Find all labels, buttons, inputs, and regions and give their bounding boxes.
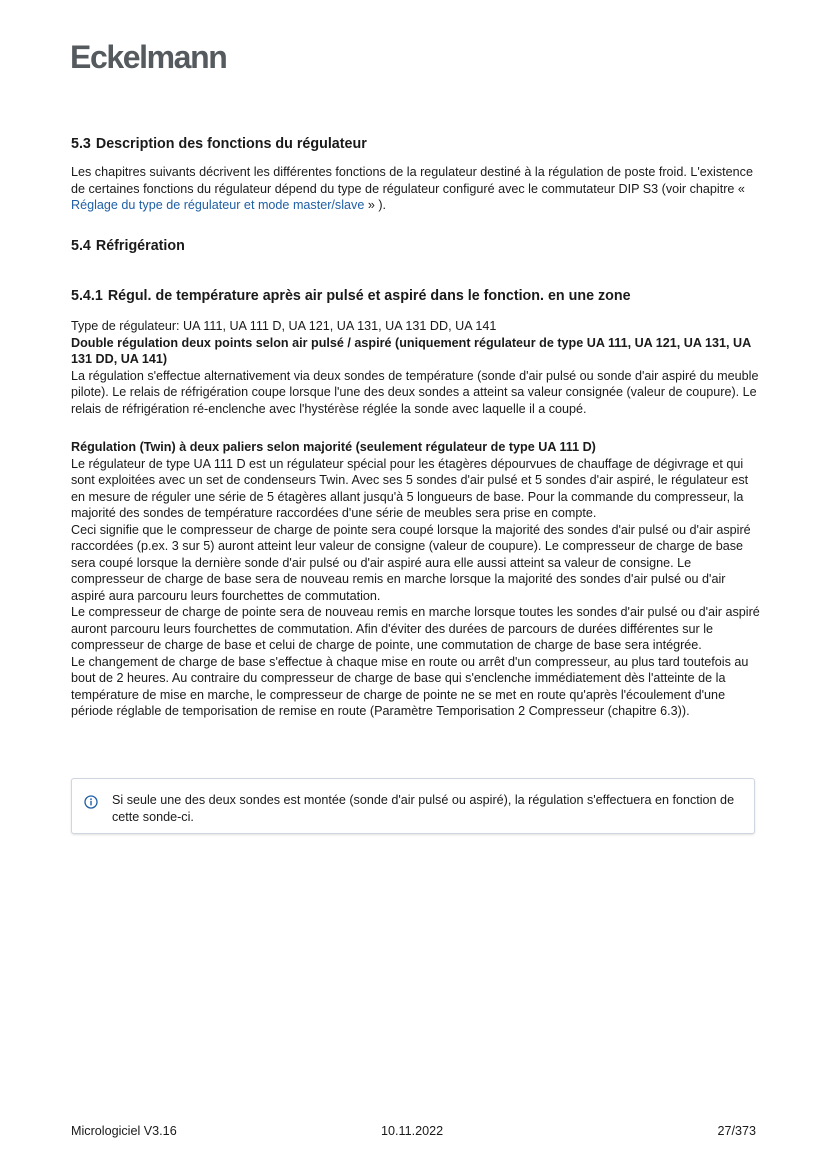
section-5-3-body [71, 164, 761, 214]
paragraph: Le changement de charge de base s'effectue à chaque mise en route ou arrêt d'un compresseur, au plus tard toutefois au bout de 2 heures. Au contraire du compresseur de charge de base qui s'enclenche immédiatement dès l'atteinte de la température de mise en marche, le compresseur de charge de pointe ne se met en route qu'après l'écoulement d'une période réglable de temporisation de remise en route (Paramètre Temporisation 2 Compresseur (chapitre 6.3)). [71, 654, 749, 718]
section-heading-5-3 [71, 136, 367, 152]
paragraph: La régulation s'effectue alternativement via deux sondes de température (sonde d'air pulsé ou sonde d'air aspiré du meuble pilote). Le relais de réfrigération coupe lorsque l'une des deux sondes a atteint sa valeur consignée (valeur de coupure). Le relais de réfrigération ré-enclenche avec l'hystérèse réglée la sonde avec laquelle il a coupé. [71, 368, 759, 416]
note-text: Si seule une des deux sondes est montée (sonde d'air pulsé ou aspiré), la régulation s'effectuera en fonction de cette sonde-ci. [112, 793, 735, 824]
subheading-double-regulation: Double régulation deux points selon air pulsé / aspiré (uniquement régulateur de type UA 111, UA 121, UA 131, UA 131 DD, UA 141) [71, 335, 751, 366]
paragraph: Le compresseur de charge de pointe sera de nouveau remis en marche lorsque toutes les sondes d'air pulsé ou d'air aspiré auront parcouru leurs fourchettes de commutation. Afin d'éviter des durées de parcours de durées différentes sur le compresseur de charge de base et celui de charge de pointe, une commutation de charge de base sera intégrée. [71, 605, 760, 652]
footer-page-number: 27/373 [717, 1124, 756, 1138]
section-number: 5.4.1 [71, 288, 103, 304]
body-text-end: » ). [364, 198, 387, 212]
section-5-4-1-body-b [71, 439, 761, 720]
info-icon [84, 795, 98, 809]
info-note [71, 778, 755, 834]
subheading-twin-regulation: Régulation (Twin) à deux paliers selon majorité (seulement régulateur de type UA 111 D) [71, 440, 596, 454]
footer-date: 10.11.2022 [381, 1124, 444, 1138]
chapter-link[interactable]: Réglage du type de régulateur et mode master/slave [71, 198, 365, 212]
section-number: 5.4 [71, 238, 91, 254]
section-5-4-1-body-a [71, 318, 761, 417]
eckelmann-logo: Eckelmann [70, 39, 227, 75]
paragraph: Le régulateur de type UA 111 D est un régulateur spécial pour les étagères dépourvues de chauffage de dégivrage et qui sont exploitées avec un set de condenseurs Twin. Avec ses 5 sondes d'air pulsé et 5 sondes d'air aspiré, le régulateur est en mesure de réguler une série de 5 étagères allant jusqu'à 5 longueurs de base. Pour la commande du compresseur, la majorité des sondes de température raccordées d'une série de meubles sera prise en compte. [71, 456, 749, 520]
section-number: 5.3 [71, 136, 91, 152]
section-title: Réfrigération [95, 238, 185, 254]
section-title: Régul. de température après air pulsé et aspiré dans le fonction. en une zone [107, 288, 631, 304]
paragraph: Ceci signifie que le compresseur de charge de pointe sera coupé lorsque la majorité des sondes d'air pulsé ou d'air aspiré raccordées (p.ex. 3 sur 5) auront atteint leur valeur de consigne (valeur de coupure). Le compresseur de charge de base sera coupé lorsque la dernière sonde d'air pulsé ou d'air aspiré aura elle aussi atteint sa valeur de consigne. Le compresseur de charge de base sera de nouveau remis en marche lorsque la majorité des sondes d'air pulsé ou d'air aspiré aura parcouru leurs fourchettes de commutation. [71, 522, 751, 603]
regulator-type-line: Type de régulateur: UA 111, UA 111 D, UA 121, UA 131, UA 131 DD, UA 141 [71, 319, 497, 333]
section-title: Description des fonctions du régulateur [95, 136, 367, 152]
section-heading-5-4 [71, 238, 185, 254]
footer-firmware-version: Micrologiciel V3.16 [71, 1124, 177, 1138]
body-text: Les chapitres suivants décrivent les différentes fonctions de la regulateur destiné à la régulation de poste froid. L'existence de certaines fonctions du régulateur dépend du type de régulateur configuré avec le commutateur DIP S3 (voir chapitre « [71, 165, 753, 196]
section-heading-5-4-1 [71, 288, 631, 304]
